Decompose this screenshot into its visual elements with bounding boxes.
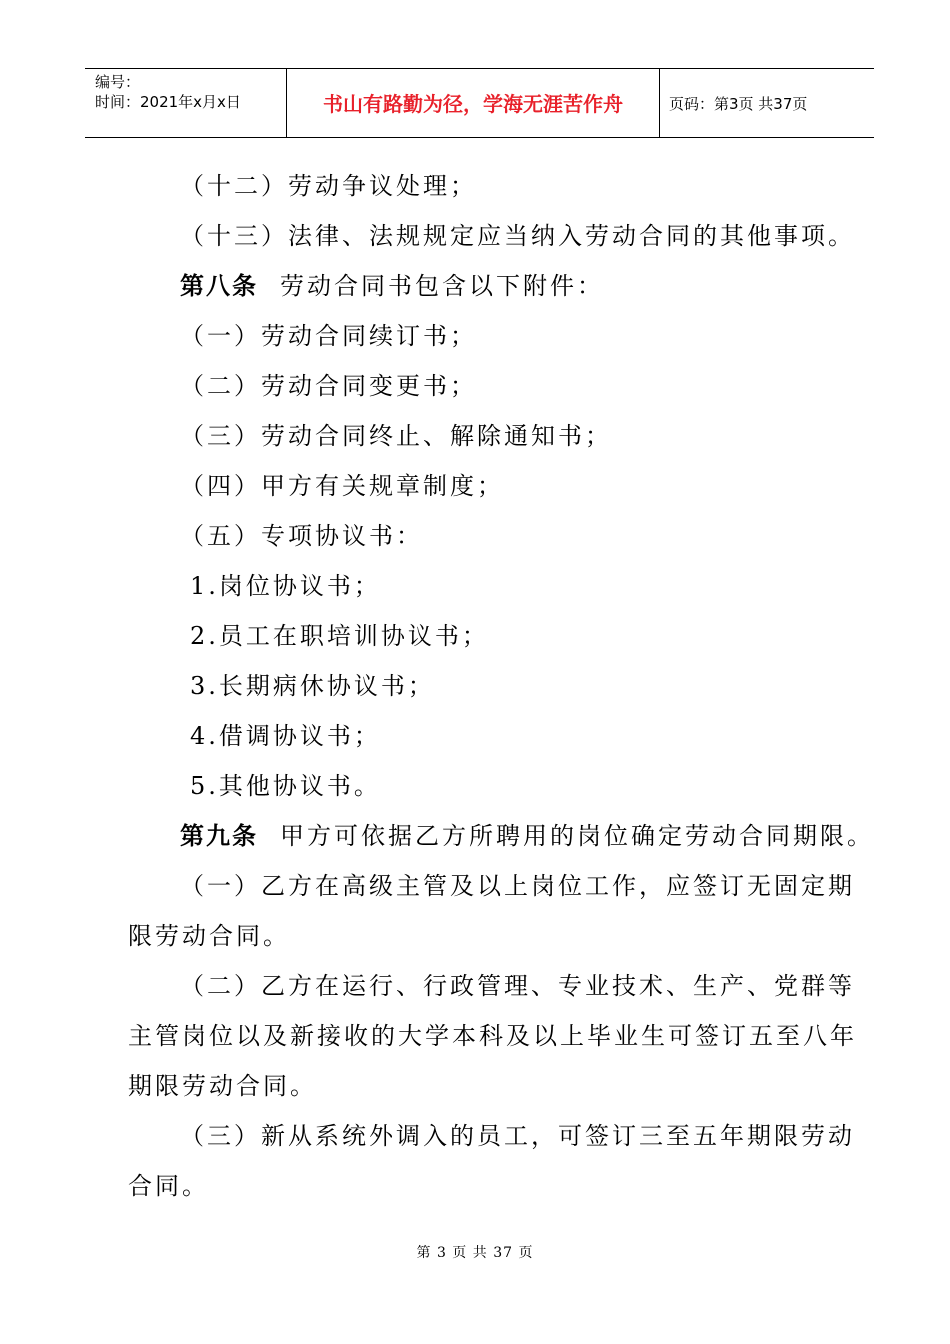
article-9 [180, 822, 874, 850]
term-3-line-2: 合同。 [128, 1172, 209, 1200]
article-8 [180, 272, 604, 300]
attachment-3: （三）劳动合同终止、解除通知书； [180, 422, 612, 450]
header-motto: 书山有路勤为径，学海无涯苦作舟 [323, 92, 623, 116]
item-13: （十三）法律、法规规定应当纳入劳动合同的其他事项。 [180, 222, 855, 250]
attachment-1: （一）劳动合同续订书； [180, 322, 477, 350]
term-3-line-1: （三）新从系统外调入的员工，可签订三至五年期限劳动 [180, 1122, 855, 1150]
attachment-4: （四）甲方有关规章制度； [180, 472, 504, 500]
sub-item-5: 5.其他协议书。 [190, 772, 381, 800]
sub-item-2: 2.员工在职培训协议书； [190, 622, 489, 650]
term-2-line-1: （二）乙方在运行、行政管理、专业技术、生产、党群等 [180, 972, 855, 1000]
attachment-2: （二）劳动合同变更书； [180, 372, 477, 400]
article-9-text: 甲方可依据乙方所聘用的岗位确定劳动合同期限。 [280, 822, 874, 850]
article-8-title: 第八条 [180, 272, 258, 300]
item-12: （十二）劳动争议处理； [180, 172, 477, 200]
term-2-line-3: 期限劳动合同。 [128, 1072, 317, 1100]
page-header [85, 68, 874, 138]
sub-item-4: 4.借调协议书； [190, 722, 381, 750]
header-page-info: 页码：第3页 共37页 [669, 95, 808, 113]
header-right-cell [659, 69, 874, 137]
term-1-line-2: 限劳动合同。 [128, 922, 290, 950]
sub-item-3: 3.长期病休协议书； [190, 672, 435, 700]
page-footer: 第 3 页 共 37 页 [416, 1245, 534, 1261]
term-1-line-1: （一）乙方在高级主管及以上岗位工作，应签订无固定期 [180, 872, 855, 900]
doc-date: 时间：2021年x月x日 [95, 93, 241, 111]
attachment-5: （五）专项协议书： [180, 522, 423, 550]
header-left-cell [85, 69, 286, 137]
doc-number-label: 编号： [95, 73, 141, 91]
sub-item-1: 1.岗位协议书； [190, 572, 381, 600]
article-8-text: 劳动合同书包含以下附件： [280, 272, 604, 300]
header-center-cell [286, 69, 660, 137]
term-2-line-2: 主管岗位以及新接收的大学本科及以上毕业生可签订五至八年 [128, 1022, 857, 1050]
article-9-title: 第九条 [180, 822, 258, 850]
